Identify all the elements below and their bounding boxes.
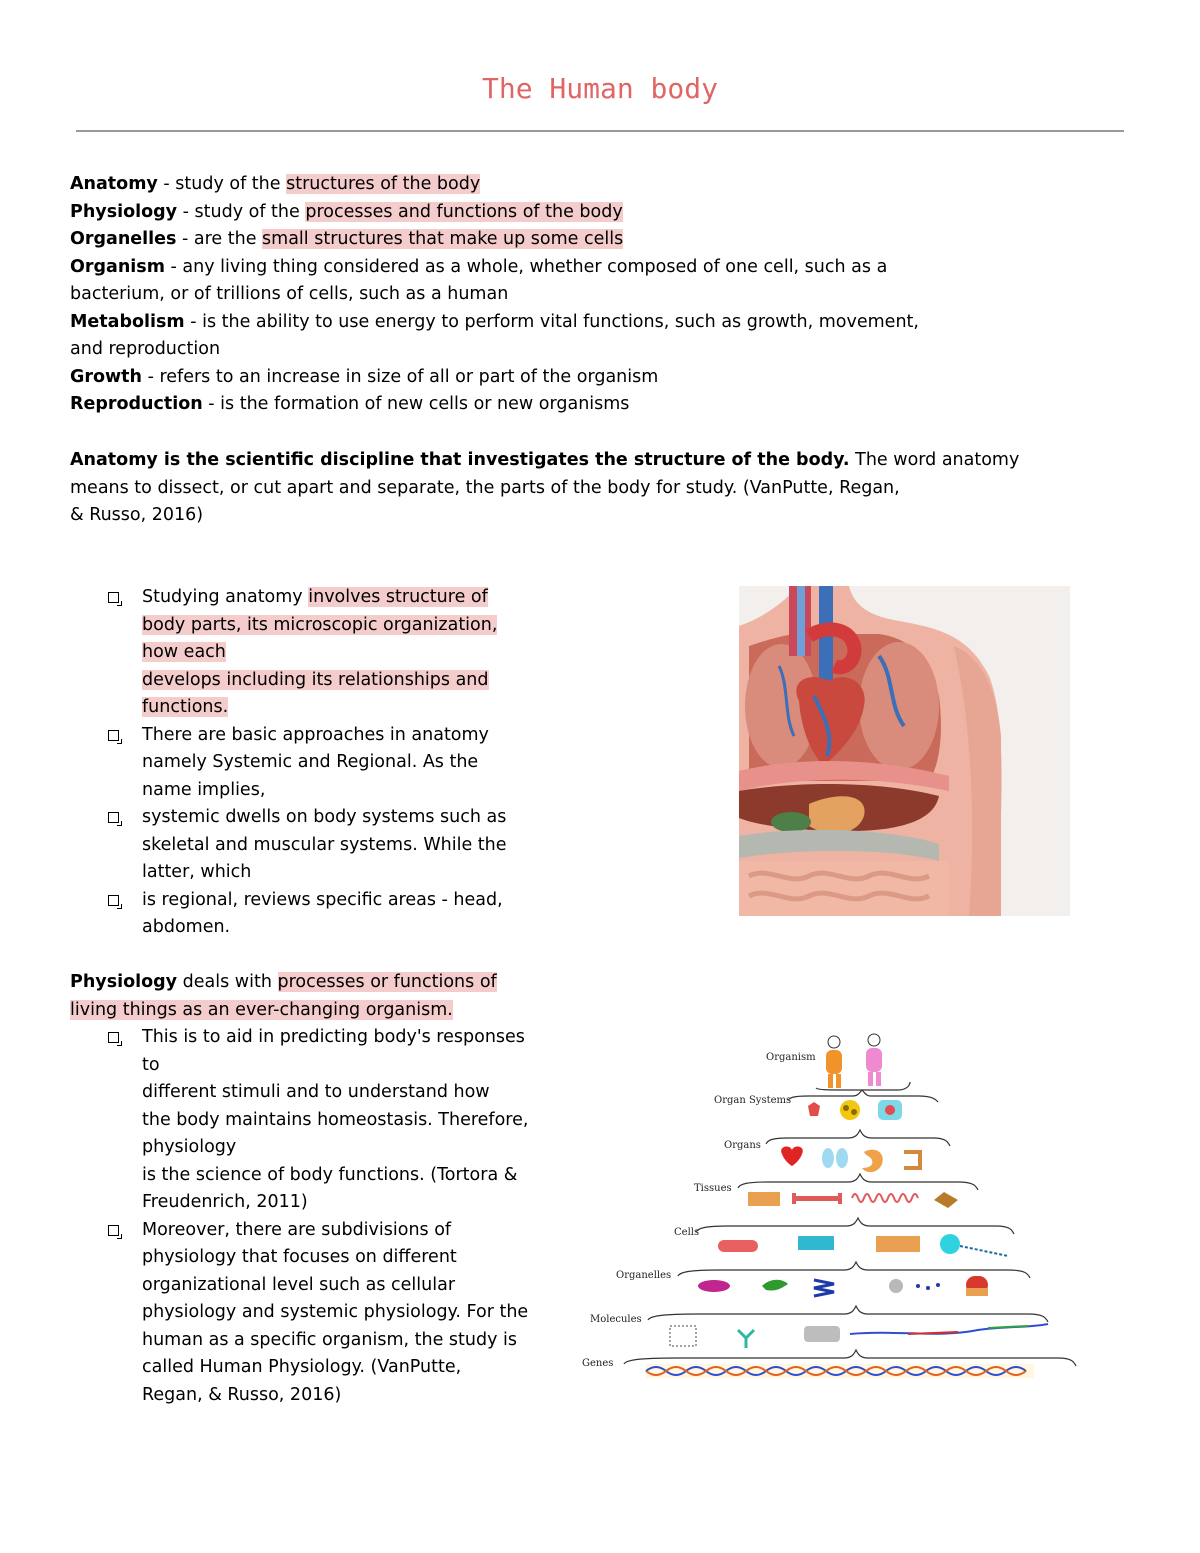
level-label-molecules: Molecules [590, 1314, 642, 1325]
definitions-list [70, 171, 1130, 419]
tissue-icons [748, 1192, 958, 1208]
definition-metabolism-cont: and reproduction [70, 339, 221, 359]
organ-system-icons [808, 1100, 902, 1120]
checkbox-bullet-icon [108, 730, 119, 741]
physiology-paragraph: Physiology deals with processes or functions of living things as an ever-changing organism. [70, 972, 497, 1020]
definition-organism-cont: bacterium, or of trillions of cells, such as a human [70, 284, 509, 304]
organ-icons [781, 1147, 922, 1173]
list-item: Studying anatomy involves structure of body parts, its microscopic organization, how each develops including its relationships and functions. [104, 584, 507, 722]
anatomy-paragraph: Anatomy is the scientific discipline that investigates the structure of the body. The word anatomy means to dissect, or cut apart and separate, the parts of the body for study. (VanPutte, Regan, & Russo, 2016) [70, 450, 1020, 525]
level-label-organ-systems: Organ Systems [714, 1095, 792, 1106]
checkbox-bullet-icon [108, 895, 119, 906]
list-item: is regional, reviews specific areas - head, abdomen. [104, 887, 507, 942]
definition-growth: Growth - refers to an increase in size of all or part of the organism [70, 366, 659, 387]
level-label-genes: Genes [582, 1358, 614, 1369]
organelle-icons [698, 1276, 988, 1296]
list-item: systemic dwells on body systems such as skeletal and muscular systems. While the latter, which [104, 804, 507, 887]
dna-strand-icon [646, 1364, 1034, 1378]
level-label-organs: Organs [724, 1140, 761, 1151]
definition-organelles: Organelles - are the small structures that make up some cells [70, 229, 624, 249]
list-item: This is to aid in predicting body's responses to different stimuli and to understand how the body maintains homeostasis. Therefore, physiology is the science of body functions. (Tortora & Freudenrich, 2011) [104, 1024, 528, 1217]
checkbox-bullet-icon [108, 1225, 119, 1236]
level-label-organism: Organism [766, 1052, 816, 1063]
cell-icons [718, 1234, 1008, 1256]
organization-levels-diagram [578, 1028, 1098, 1388]
list-item: There are basic approaches in anatomy namely Systemic and Regional. As the name implies, [104, 722, 507, 805]
level-label-cells: Cells [674, 1227, 700, 1238]
organism-figures [826, 1034, 882, 1088]
definition-reproduction: Reproduction - is the formation of new cells or new organisms [70, 394, 630, 414]
checkbox-bullet-icon [108, 812, 119, 823]
torso-model-image [739, 586, 1070, 916]
definition-metabolism: Metabolism - is the ability to use energy to perform vital functions, such as growth, movement, [70, 311, 919, 332]
definition-anatomy: Anatomy - study of the structures of the body [70, 174, 481, 194]
anatomy-bullet-list [104, 584, 507, 942]
checkbox-bullet-icon [108, 592, 119, 603]
molecule-icons [670, 1324, 1048, 1348]
definition-organism: Organism - any living thing considered as a whole, whether composed of one cell, such as a [70, 256, 888, 277]
list-item: Moreover, there are subdivisions of physiology that focuses on different organizational level such as cellular physiology and systemic physiology. For the human as a specific organism, the study is called Human Physiology. (VanPutte, Regan, & Russo, 2016) [104, 1217, 528, 1410]
page-title: The Human body [481, 72, 718, 105]
title-divider [76, 130, 1124, 132]
definition-physiology: Physiology - study of the processes and functions of the body [70, 201, 623, 222]
physiology-bullet-list [104, 1024, 528, 1409]
level-label-organelles: Organelles [616, 1270, 672, 1281]
checkbox-bullet-icon [108, 1032, 119, 1043]
level-label-tissues: Tissues [694, 1183, 732, 1194]
